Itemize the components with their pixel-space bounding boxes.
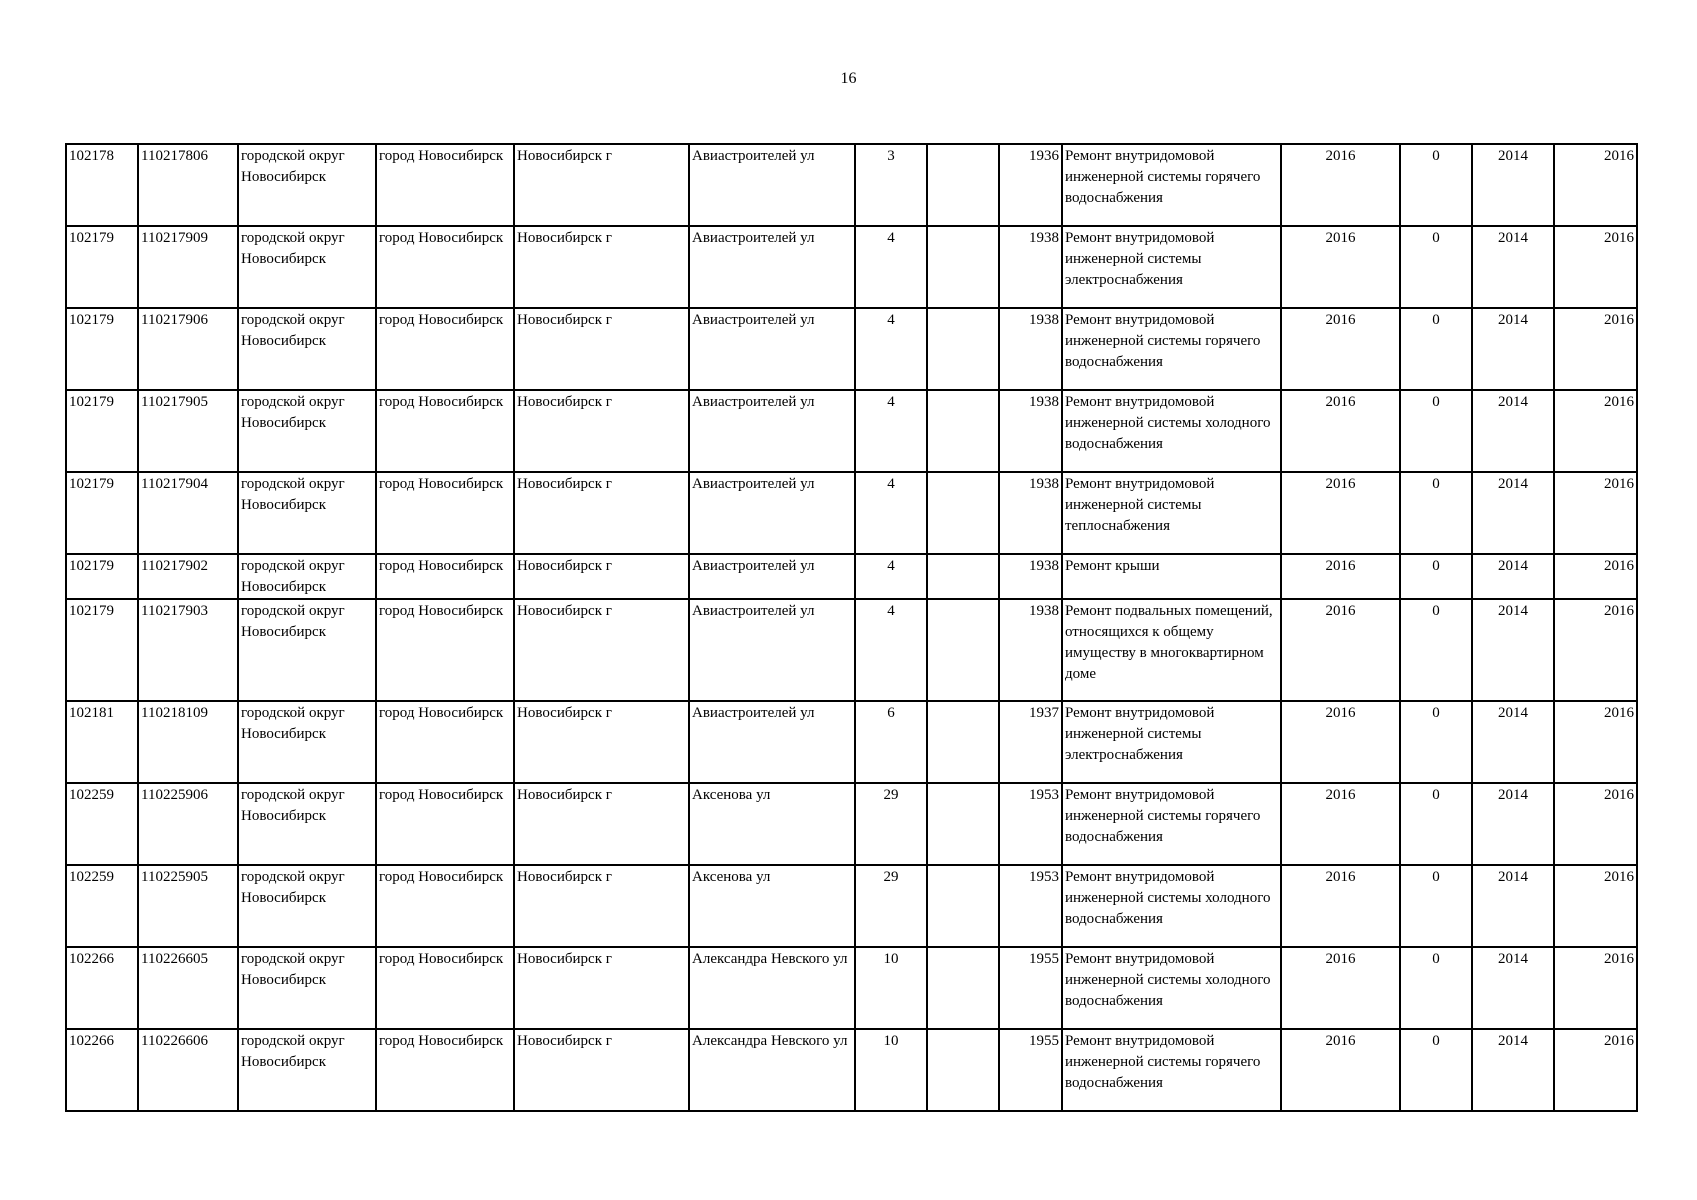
cell-period-start: 2014 [1472,1029,1554,1111]
cell-period-start: 2014 [1472,390,1554,472]
cell-element-id: 110217905 [138,390,238,472]
cell-building [927,947,999,1029]
cell-house: 4 [855,554,927,599]
cell-year-built: 1938 [999,599,1062,701]
cell-period-end: 2016 [1554,144,1637,226]
cell-municipality: город Новосибирск [376,308,514,390]
cell-period-end: 2016 [1554,783,1637,865]
cell-municipality: город Новосибирск [376,865,514,947]
cell-district: городской округ Новосибирск [238,1029,376,1111]
table-row [66,783,1637,865]
cell-municipality: город Новосибирск [376,390,514,472]
cell-municipality: город Новосибирск [376,144,514,226]
cell-district: городской округ Новосибирск [238,390,376,472]
cell-id: 102266 [66,1029,138,1111]
cell-plan-year: 2016 [1281,701,1400,783]
cell-house: 4 [855,472,927,554]
cell-cost: 0 [1400,1029,1472,1111]
cell-work-type: Ремонт подвальных помещений, относящихся к общему имуществу в многоквартирном доме [1062,599,1281,701]
cell-house: 10 [855,1029,927,1111]
cell-plan-year: 2016 [1281,472,1400,554]
cell-period-start: 2014 [1472,308,1554,390]
cell-cost: 0 [1400,308,1472,390]
cell-period-start: 2014 [1472,144,1554,226]
cell-plan-year: 2016 [1281,144,1400,226]
cell-cost: 0 [1400,865,1472,947]
cell-work-type: Ремонт крыши [1062,554,1281,599]
cell-house: 29 [855,783,927,865]
cell-municipality: город Новосибирск [376,599,514,701]
cell-element-id: 110226605 [138,947,238,1029]
cell-work-type: Ремонт внутридомовой инженерной системы электроснабжения [1062,701,1281,783]
cell-plan-year: 2016 [1281,390,1400,472]
cell-id: 102259 [66,865,138,947]
cell-building [927,1029,999,1111]
cell-district: городской округ Новосибирск [238,308,376,390]
cell-locality: Новосибирск г [514,554,689,599]
cell-plan-year: 2016 [1281,554,1400,599]
cell-period-end: 2016 [1554,599,1637,701]
cell-house: 3 [855,144,927,226]
cell-cost: 0 [1400,554,1472,599]
cell-year-built: 1953 [999,865,1062,947]
cell-plan-year: 2016 [1281,1029,1400,1111]
cell-street: Авиастроителей ул [689,472,855,554]
cell-work-type: Ремонт внутридомовой инженерной системы горячего водоснабжения [1062,144,1281,226]
cell-cost: 0 [1400,701,1472,783]
cell-house: 4 [855,226,927,308]
cell-house: 29 [855,865,927,947]
cell-locality: Новосибирск г [514,308,689,390]
cell-building [927,308,999,390]
cell-id: 102179 [66,599,138,701]
cell-building [927,599,999,701]
cell-municipality: город Новосибирск [376,554,514,599]
cell-year-built: 1938 [999,308,1062,390]
cell-year-built: 1938 [999,226,1062,308]
cell-locality: Новосибирск г [514,701,689,783]
table-row [66,472,1637,554]
cell-cost: 0 [1400,226,1472,308]
cell-work-type: Ремонт внутридомовой инженерной системы холодного водоснабжения [1062,947,1281,1029]
cell-work-type: Ремонт внутридомовой инженерной системы теплоснабжения [1062,472,1281,554]
cell-cost: 0 [1400,144,1472,226]
cell-work-type: Ремонт внутридомовой инженерной системы горячего водоснабжения [1062,783,1281,865]
cell-element-id: 110217909 [138,226,238,308]
cell-locality: Новосибирск г [514,865,689,947]
cell-element-id: 110218109 [138,701,238,783]
cell-period-end: 2016 [1554,554,1637,599]
cell-period-end: 2016 [1554,865,1637,947]
cell-locality: Новосибирск г [514,947,689,1029]
cell-locality: Новосибирск г [514,226,689,308]
cell-period-start: 2014 [1472,226,1554,308]
cell-street: Авиастроителей ул [689,226,855,308]
cell-year-built: 1938 [999,554,1062,599]
table-row [66,1029,1637,1111]
cell-building [927,226,999,308]
table-row [66,865,1637,947]
cell-period-start: 2014 [1472,554,1554,599]
cell-district: городской округ Новосибирск [238,144,376,226]
cell-locality: Новосибирск г [514,472,689,554]
page-number: 16 [840,70,857,87]
cell-work-type: Ремонт внутридомовой инженерной системы горячего водоснабжения [1062,1029,1281,1111]
cell-work-type: Ремонт внутридомовой инженерной системы электроснабжения [1062,226,1281,308]
cell-cost: 0 [1400,390,1472,472]
cell-district: городской округ Новосибирск [238,226,376,308]
cell-element-id: 110217904 [138,472,238,554]
cell-street: Аксенова ул [689,865,855,947]
cell-period-start: 2014 [1472,947,1554,1029]
cell-plan-year: 2016 [1281,947,1400,1029]
cell-year-built: 1955 [999,1029,1062,1111]
cell-street: Авиастроителей ул [689,144,855,226]
cell-period-start: 2014 [1472,701,1554,783]
cell-municipality: город Новосибирск [376,472,514,554]
cell-street: Авиастроителей ул [689,701,855,783]
cell-plan-year: 2016 [1281,599,1400,701]
cell-district: городской округ Новосибирск [238,701,376,783]
cell-year-built: 1936 [999,144,1062,226]
cell-locality: Новосибирск г [514,144,689,226]
cell-period-end: 2016 [1554,390,1637,472]
cell-district: городской округ Новосибирск [238,783,376,865]
cell-plan-year: 2016 [1281,783,1400,865]
cell-building [927,783,999,865]
cell-period-start: 2014 [1472,783,1554,865]
cell-id: 102179 [66,226,138,308]
cell-element-id: 110225906 [138,783,238,865]
cell-locality: Новосибирск г [514,599,689,701]
cell-municipality: город Новосибирск [376,1029,514,1111]
cell-cost: 0 [1400,599,1472,701]
cell-period-start: 2014 [1472,599,1554,701]
cell-street: Авиастроителей ул [689,390,855,472]
table-row [66,554,1637,599]
cell-building [927,701,999,783]
cell-house: 4 [855,390,927,472]
cell-element-id: 110226606 [138,1029,238,1111]
cell-building [927,472,999,554]
cell-period-start: 2014 [1472,865,1554,947]
cell-locality: Новосибирск г [514,1029,689,1111]
cell-house: 4 [855,308,927,390]
cell-building [927,390,999,472]
cell-year-built: 1953 [999,783,1062,865]
cell-municipality: город Новосибирск [376,947,514,1029]
cell-municipality: город Новосибирск [376,226,514,308]
cell-street: Авиастроителей ул [689,554,855,599]
cell-plan-year: 2016 [1281,865,1400,947]
repair-schedule-table [65,143,1638,1112]
cell-building [927,865,999,947]
cell-cost: 0 [1400,947,1472,1029]
cell-municipality: город Новосибирск [376,701,514,783]
cell-element-id: 110217903 [138,599,238,701]
cell-district: городской округ Новосибирск [238,472,376,554]
cell-year-built: 1955 [999,947,1062,1029]
cell-id: 102179 [66,390,138,472]
table-row [66,390,1637,472]
cell-period-start: 2014 [1472,472,1554,554]
cell-work-type: Ремонт внутридомовой инженерной системы холодного водоснабжения [1062,390,1281,472]
cell-period-end: 2016 [1554,308,1637,390]
cell-work-type: Ремонт внутридомовой инженерной системы горячего водоснабжения [1062,308,1281,390]
cell-house: 10 [855,947,927,1029]
cell-year-built: 1938 [999,390,1062,472]
cell-building [927,554,999,599]
table-row [66,701,1637,783]
table-row [66,599,1637,701]
cell-period-end: 2016 [1554,947,1637,1029]
cell-id: 102266 [66,947,138,1029]
cell-period-end: 2016 [1554,701,1637,783]
cell-element-id: 110225905 [138,865,238,947]
cell-year-built: 1938 [999,472,1062,554]
cell-street: Авиастроителей ул [689,308,855,390]
cell-period-end: 2016 [1554,472,1637,554]
table-row [66,144,1637,226]
table-row [66,226,1637,308]
cell-period-end: 2016 [1554,1029,1637,1111]
table-row [66,308,1637,390]
cell-element-id: 110217906 [138,308,238,390]
cell-plan-year: 2016 [1281,226,1400,308]
cell-street: Аксенова ул [689,783,855,865]
cell-locality: Новосибирск г [514,390,689,472]
cell-locality: Новосибирск г [514,783,689,865]
table-body [66,144,1637,1111]
table-row [66,947,1637,1029]
cell-id: 102181 [66,701,138,783]
cell-period-end: 2016 [1554,226,1637,308]
cell-building [927,144,999,226]
cell-id: 102178 [66,144,138,226]
cell-element-id: 110217806 [138,144,238,226]
cell-house: 6 [855,701,927,783]
cell-district: городской округ Новосибирск [238,554,376,599]
cell-district: городской округ Новосибирск [238,599,376,701]
cell-element-id: 110217902 [138,554,238,599]
cell-street: Александра Невского ул [689,1029,855,1111]
cell-id: 102179 [66,554,138,599]
cell-id: 102179 [66,472,138,554]
cell-house: 4 [855,599,927,701]
cell-municipality: город Новосибирск [376,783,514,865]
cell-id: 102179 [66,308,138,390]
cell-id: 102259 [66,783,138,865]
cell-district: городской округ Новосибирск [238,865,376,947]
cell-year-built: 1937 [999,701,1062,783]
cell-street: Авиастроителей ул [689,599,855,701]
cell-cost: 0 [1400,472,1472,554]
cell-work-type: Ремонт внутридомовой инженерной системы холодного водоснабжения [1062,865,1281,947]
cell-plan-year: 2016 [1281,308,1400,390]
cell-cost: 0 [1400,783,1472,865]
cell-street: Александра Невского ул [689,947,855,1029]
cell-district: городской округ Новосибирск [238,947,376,1029]
